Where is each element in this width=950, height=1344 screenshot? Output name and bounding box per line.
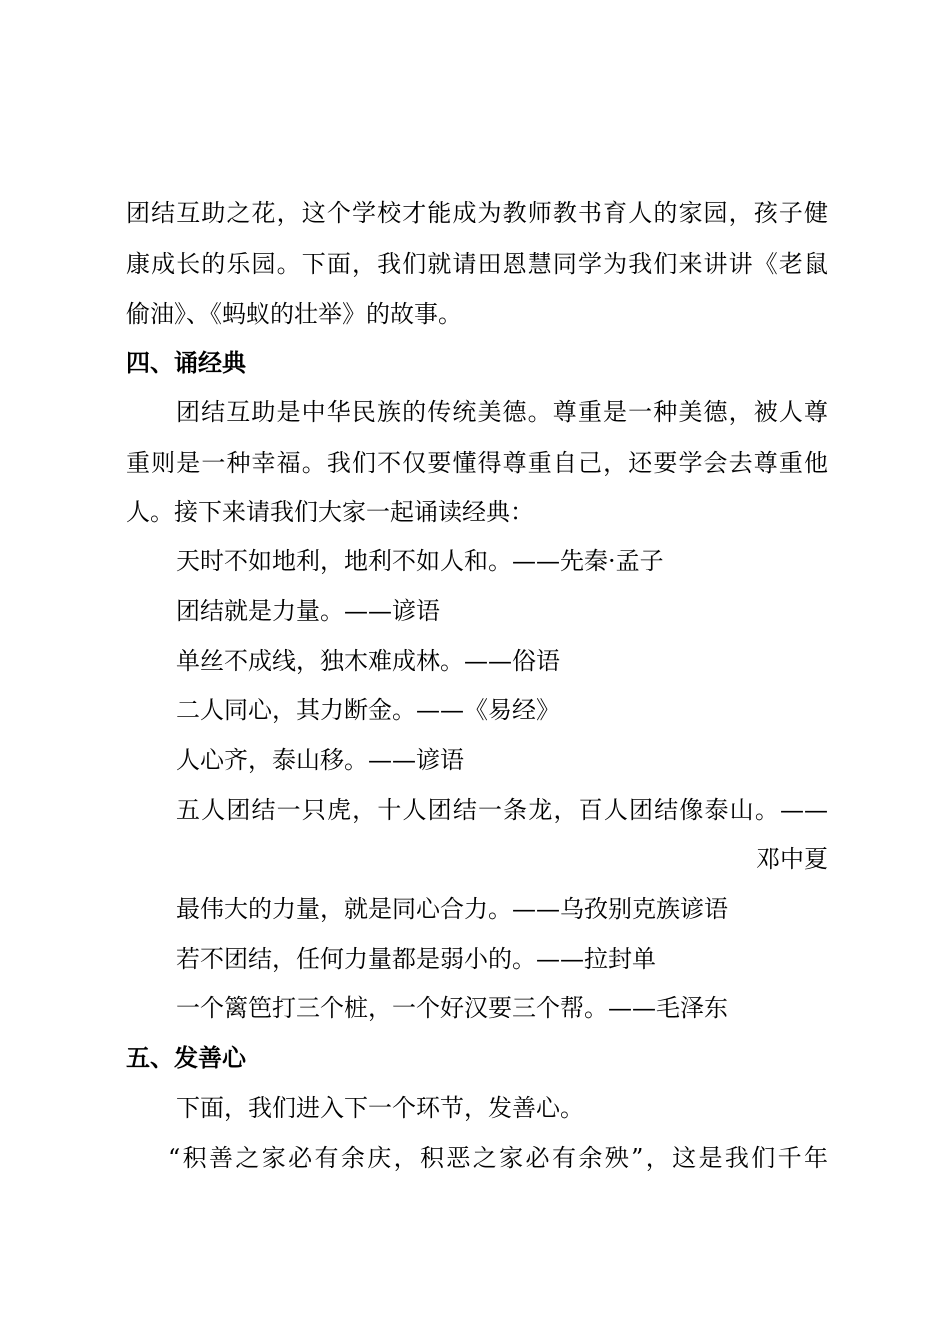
body-text-line: 康成长的乐园。下面，我们就请田恩慧同学为我们来讲讲《老鼠 xyxy=(126,250,828,278)
section-heading-4: 四、诵经典 xyxy=(126,348,246,377)
quote-line: 若不团结，任何力量都是弱小的。——拉封单 xyxy=(176,945,656,973)
section-heading-5: 五、发善心 xyxy=(126,1043,246,1072)
quote-attribution: 邓中夏 xyxy=(756,845,828,873)
body-text-line: 团结互助是中华民族的传统美德。尊重是一种美德，被人尊 xyxy=(176,398,828,426)
body-text-line: 团结互助之花，这个学校才能成为教师教书育人的家园，孩子健 xyxy=(126,199,828,227)
quote-line: 天时不如地利，地利不如人和。——先秦·孟子 xyxy=(176,547,664,575)
quote-line: 团结就是力量。——谚语 xyxy=(176,597,440,625)
body-text-line: 人。接下来请我们大家一起诵读经典： xyxy=(126,498,534,526)
quote-line: 单丝不成线，独木难成林。——俗语 xyxy=(176,647,560,675)
quote-line: 人心齐，泰山移。——谚语 xyxy=(176,746,464,774)
body-text-line: “积善之家必有余庆，积恶之家必有余殃”，这是我们千年 xyxy=(168,1144,828,1172)
quote-line: 最伟大的力量，就是同心合力。——乌孜别克族谚语 xyxy=(176,895,728,923)
quote-line: 五人团结一只虎，十人团结一条龙，百人团结像泰山。—— xyxy=(176,796,828,824)
quote-line: 二人同心，其力断金。——《易经》 xyxy=(176,696,560,724)
body-text-line: 偷油》、《蚂蚁的壮举》的故事。 xyxy=(126,300,462,328)
body-text-line: 重则是一种幸福。我们不仅要懂得尊重自己，还要学会去尊重他 xyxy=(126,449,828,477)
quote-line: 一个篱笆打三个桩，一个好汉要三个帮。——毛泽东 xyxy=(176,994,728,1022)
body-text-line: 下面，我们进入下一个环节，发善心。 xyxy=(176,1094,584,1122)
